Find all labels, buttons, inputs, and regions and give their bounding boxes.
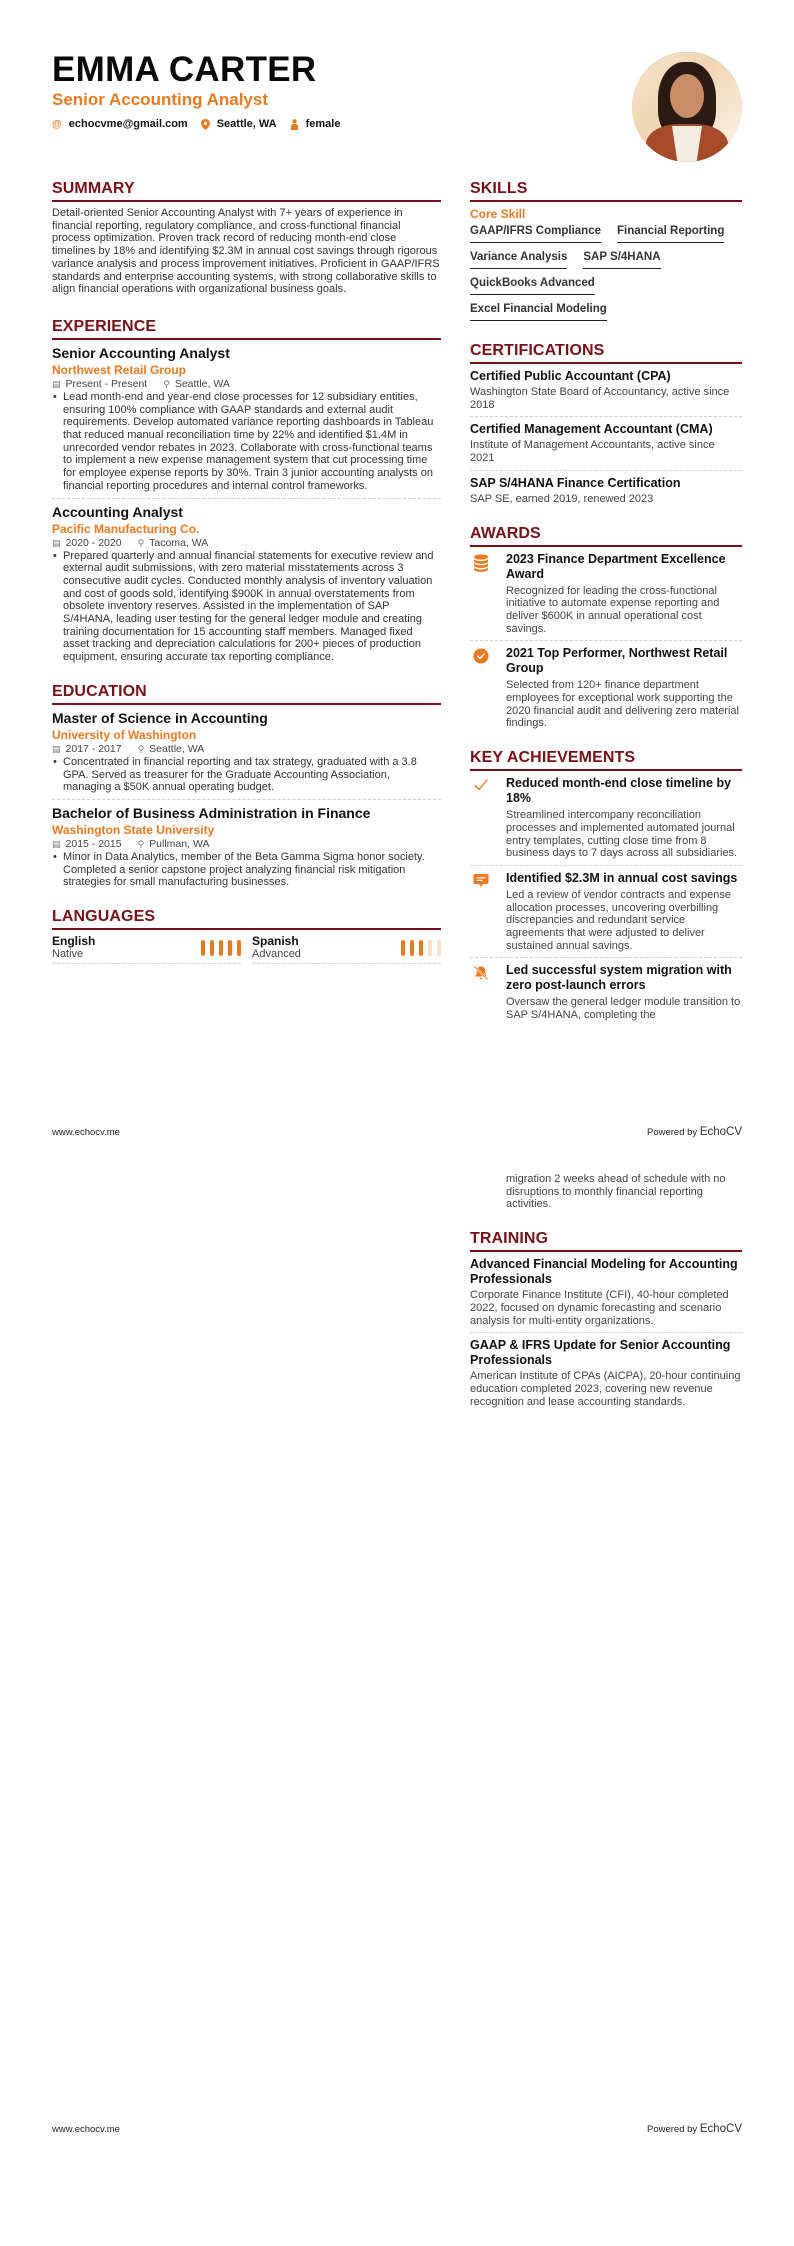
training-desc: Corporate Finance Institute (CFI), 40-hour completed 2022, focused on dynamic forecasting and scenario analysis for multi-entity organizations. <box>470 1289 729 1327</box>
experience-entry <box>52 345 441 499</box>
check-icon <box>470 776 506 860</box>
bullet-item: • Concentrated in financial reporting and tax strategy, graduated with a 3.8 GPA. Served as treasurer for the Graduate Accounting Association, managing a $50K annual operating budget. <box>52 756 441 794</box>
award-desc: Recognized for leading the cross-functional initiative to automate expense reporting and deliver $600K in annual operational cost savings. <box>506 584 720 635</box>
bullet-item: • Lead month-end and year-end close processes for 12 subsidiary entities, ensuring 100% compliance with GAAP standards and external audit requirements. Develop automated variance reporting dashboards in Tableau that reduced manual reconciliation time by 22% and identified $1.4M in unrecorded vendor rebates in 2023. Collaborate with cross-functional teams to implement a new expense management system that cut processing time for employee expense reports by 30%. Train 3 junior accounting analysts on financial reporting procedures and internal control frameworks. <box>52 391 441 493</box>
bullet-list <box>52 391 441 493</box>
skills-section <box>470 180 742 328</box>
date-range: Present - Present <box>65 377 148 390</box>
map-pin-icon: ⚲ <box>137 743 145 754</box>
award-title: 2021 Top Performer, Northwest Retail Group <box>506 646 728 676</box>
achievement-desc: migration 2 weeks ahead of schedule with no disruptions to monthly financial reporting activities. <box>506 1173 726 1211</box>
left-column <box>52 180 441 978</box>
degree-title: Master of Science in Accounting <box>52 709 268 726</box>
website-link[interactable]: www.echocv.me <box>52 2124 120 2135</box>
section-heading: AWARDS <box>470 525 742 547</box>
training-title: GAAP & IFRS Update for Senior Accounting Professionals <box>470 1338 731 1368</box>
training-desc: American Institute of CPAs (AICPA), 20-hour continuing education completed 2023, covering new revenue recognition and lease accounting standards. <box>470 1370 741 1408</box>
certification-title: Certified Public Accountant (CPA) <box>470 369 671 383</box>
proficiency-bars <box>401 940 441 956</box>
job-title: Accounting Analyst <box>52 503 183 520</box>
school-name: Washington State University <box>52 822 215 837</box>
skill-tag: QuickBooks Advanced <box>470 276 595 295</box>
certification-desc: SAP SE, earned 2019, renewed 2023 <box>470 492 654 505</box>
skill-category: Core Skill <box>470 207 526 221</box>
language-name: Spanish <box>252 934 299 949</box>
contact-row <box>52 118 353 130</box>
experience-entry <box>52 504 441 669</box>
brand-name: EchoCV <box>699 2123 742 2135</box>
skill-tag: Variance Analysis <box>470 250 567 269</box>
at-icon: @ <box>52 118 62 130</box>
summary-section <box>52 180 441 296</box>
bullet-list <box>52 756 441 794</box>
section-heading: EXPERIENCE <box>52 318 441 340</box>
calendar-icon: ▤ <box>52 537 61 548</box>
award-desc: Selected from 120+ finance department employees for exceptional work supporting the 2020 financial audit and delivering zero material findings. <box>506 679 739 730</box>
school-name: University of Washington <box>52 727 197 742</box>
section-heading: TRAINING <box>470 1230 742 1252</box>
person-icon <box>290 119 299 130</box>
right-column <box>470 180 742 1041</box>
check-circle-icon <box>470 646 506 730</box>
job-location: Tacoma, WA <box>149 536 209 549</box>
skill-tag: SAP S/4HANA <box>583 250 660 269</box>
achievement-title: Reduced month-end close timeline by 18% <box>506 776 732 806</box>
certification-entry <box>470 369 742 417</box>
entry-meta <box>52 838 441 851</box>
map-pin-icon: ⚲ <box>137 537 145 548</box>
coins-icon <box>470 552 506 636</box>
message-icon <box>470 871 506 953</box>
entry-meta <box>52 378 441 391</box>
achievement-desc: Streamlined intercompany reconciliation processes and implemented automated journal entry templates, cutting close time from 8 business days to 7 days across all subsidiaries. <box>506 809 738 860</box>
skill-tag: Financial Reporting <box>617 224 724 243</box>
achievement-desc: Oversaw the general ledger module transition to SAP S/4HANA, completing the <box>506 996 741 1022</box>
bullet-list <box>52 851 441 889</box>
bullet-item: • Prepared quarterly and annual financial statements for executive review and external audit submissions, with zero material misstatements across 3 consecutive audit cycles. Conducted monthly analysis of inventory valuation and cost of goods sold, identifying $900K in annual overstatements from obsolete inventory reserves. Assisted in the implementation of SAP S/4HANA, leading user testing for the general ledger module and creating training documentation for 15 accounting staff members. Managed fixed asset tracking and depreciation calculations for 200+ pieces of production equipment, ensuring accurate tax reporting compliance. <box>52 550 441 664</box>
achievement-desc: Led a review of vendor contracts and expense allocation processes, uncovering overbilling discrepancies and redundant service agreements that were adjusted to deliver sustained annual savings. <box>506 888 732 952</box>
map-pin-icon <box>201 119 210 130</box>
candidate-title: Senior Accounting Analyst <box>52 90 268 109</box>
job-location: Seattle, WA <box>174 377 230 390</box>
proficiency-bars <box>201 940 241 956</box>
website-link[interactable]: www.echocv.me <box>52 1127 120 1138</box>
achievement-entry <box>470 963 742 1026</box>
section-heading: LANGUAGES <box>52 908 441 930</box>
contact-email[interactable] <box>52 118 188 130</box>
brand-name: EchoCV <box>699 1126 742 1138</box>
company-name: Northwest Retail Group <box>52 362 187 377</box>
certification-desc: Institute of Management Accountants, active since 2021 <box>470 439 715 465</box>
certification-desc: Washington State Board of Accountancy, active since 2018 <box>470 386 730 411</box>
section-heading: EDUCATION <box>52 683 441 705</box>
map-pin-icon: ⚲ <box>137 838 145 849</box>
profile-photo <box>632 52 742 162</box>
bell-off-icon <box>470 963 506 1021</box>
achievement-title: Led successful system migration with zero post-launch errors <box>506 963 732 993</box>
job-title: Senior Accounting Analyst <box>52 344 230 361</box>
date-range: 2015 - 2015 <box>65 837 122 850</box>
school-location: Seattle, WA <box>149 742 205 755</box>
section-heading: SKILLS <box>470 180 742 202</box>
certification-entry <box>470 422 742 470</box>
skill-tag: GAAP/IFRS Compliance <box>470 224 601 243</box>
email-text: echocvme@gmail.com <box>68 118 188 130</box>
powered-by: Powered by EchoCV <box>647 2123 742 2135</box>
entry-meta <box>52 537 441 550</box>
achievement-entry <box>470 776 742 866</box>
section-heading: CERTIFICATIONS <box>470 342 742 364</box>
contact-gender <box>290 118 341 130</box>
language-item <box>52 935 241 964</box>
page-footer <box>52 2123 742 2135</box>
bullet-item: • Minor in Data Analytics, member of the Beta Gamma Sigma honor society. Completed a senior capstone project analyzing financial risk mitigation strategies for small manufacturing businesses. <box>52 851 441 889</box>
achievement-title: Identified $2.3M in annual cost savings <box>506 870 738 885</box>
experience-section <box>52 318 441 669</box>
date-range: 2020 - 2020 <box>65 536 122 549</box>
language-item <box>252 935 441 964</box>
achievement-entry <box>470 1173 742 1216</box>
bullet-list <box>52 550 441 664</box>
awards-section <box>470 525 742 736</box>
language-level: Native <box>52 948 84 961</box>
language-level: Advanced <box>252 948 301 961</box>
summary-text: Detail-oriented Senior Accounting Analyst with 7+ years of experience in financial reporting, regulatory compliance, and cross-functional financial process optimization. Proven track record of reducing month-end close timelines by 18% and identifying $2.3M in annual cost savings through rigorous variance analysis and process improvement initiatives. Proficient in GAAP/IFRS standards and enterprise accounting systems, with strong collaborative skills to align financial operations with organizational business goals. <box>52 207 440 296</box>
entry-meta <box>52 743 441 756</box>
achievement-entry <box>470 871 742 959</box>
contact-location <box>201 118 277 130</box>
award-entry <box>470 552 742 642</box>
calendar-icon: ▤ <box>52 743 61 754</box>
school-location: Pullman, WA <box>149 837 210 850</box>
certification-title: Certified Management Accountant (CMA) <box>470 422 713 437</box>
training-section <box>470 1230 742 1413</box>
powered-by: Powered by EchoCV <box>647 1126 742 1138</box>
language-list <box>52 935 441 964</box>
certifications-section <box>470 342 742 511</box>
training-entry <box>470 1257 742 1333</box>
education-entry <box>52 805 441 894</box>
achievements-continued <box>470 1173 742 1216</box>
certification-entry <box>470 476 742 511</box>
education-entry <box>52 710 441 800</box>
location-text: Seattle, WA <box>216 118 277 130</box>
gender-text: female <box>305 118 341 130</box>
training-title: Advanced Financial Modeling for Accounting Professionals <box>470 1257 738 1287</box>
skill-tags <box>470 224 742 328</box>
skill-tag: Excel Financial Modeling <box>470 302 607 321</box>
languages-section <box>52 908 441 964</box>
education-section <box>52 683 441 894</box>
resume-page-2 <box>0 1123 794 2246</box>
achievements-section <box>470 749 742 1027</box>
calendar-icon: ▤ <box>52 838 61 849</box>
training-entry <box>470 1338 742 1413</box>
calendar-icon: ▤ <box>52 378 61 389</box>
language-name: English <box>52 934 96 949</box>
right-column <box>470 1173 742 1427</box>
degree-title: Bachelor of Business Administration in Finance <box>52 804 371 821</box>
candidate-name: EMMA CARTER <box>52 50 317 89</box>
certification-title: SAP S/4HANA Finance Certification <box>470 475 681 490</box>
map-pin-icon: ⚲ <box>163 378 170 389</box>
award-title: 2023 Finance Department Excellence Award <box>506 551 726 581</box>
resume-header <box>52 52 353 130</box>
section-heading: SUMMARY <box>52 180 441 202</box>
section-heading: KEY ACHIEVEMENTS <box>470 749 742 771</box>
company-name: Pacific Manufacturing Co. <box>52 521 200 536</box>
award-entry <box>470 646 742 735</box>
date-range: 2017 - 2017 <box>65 742 122 755</box>
